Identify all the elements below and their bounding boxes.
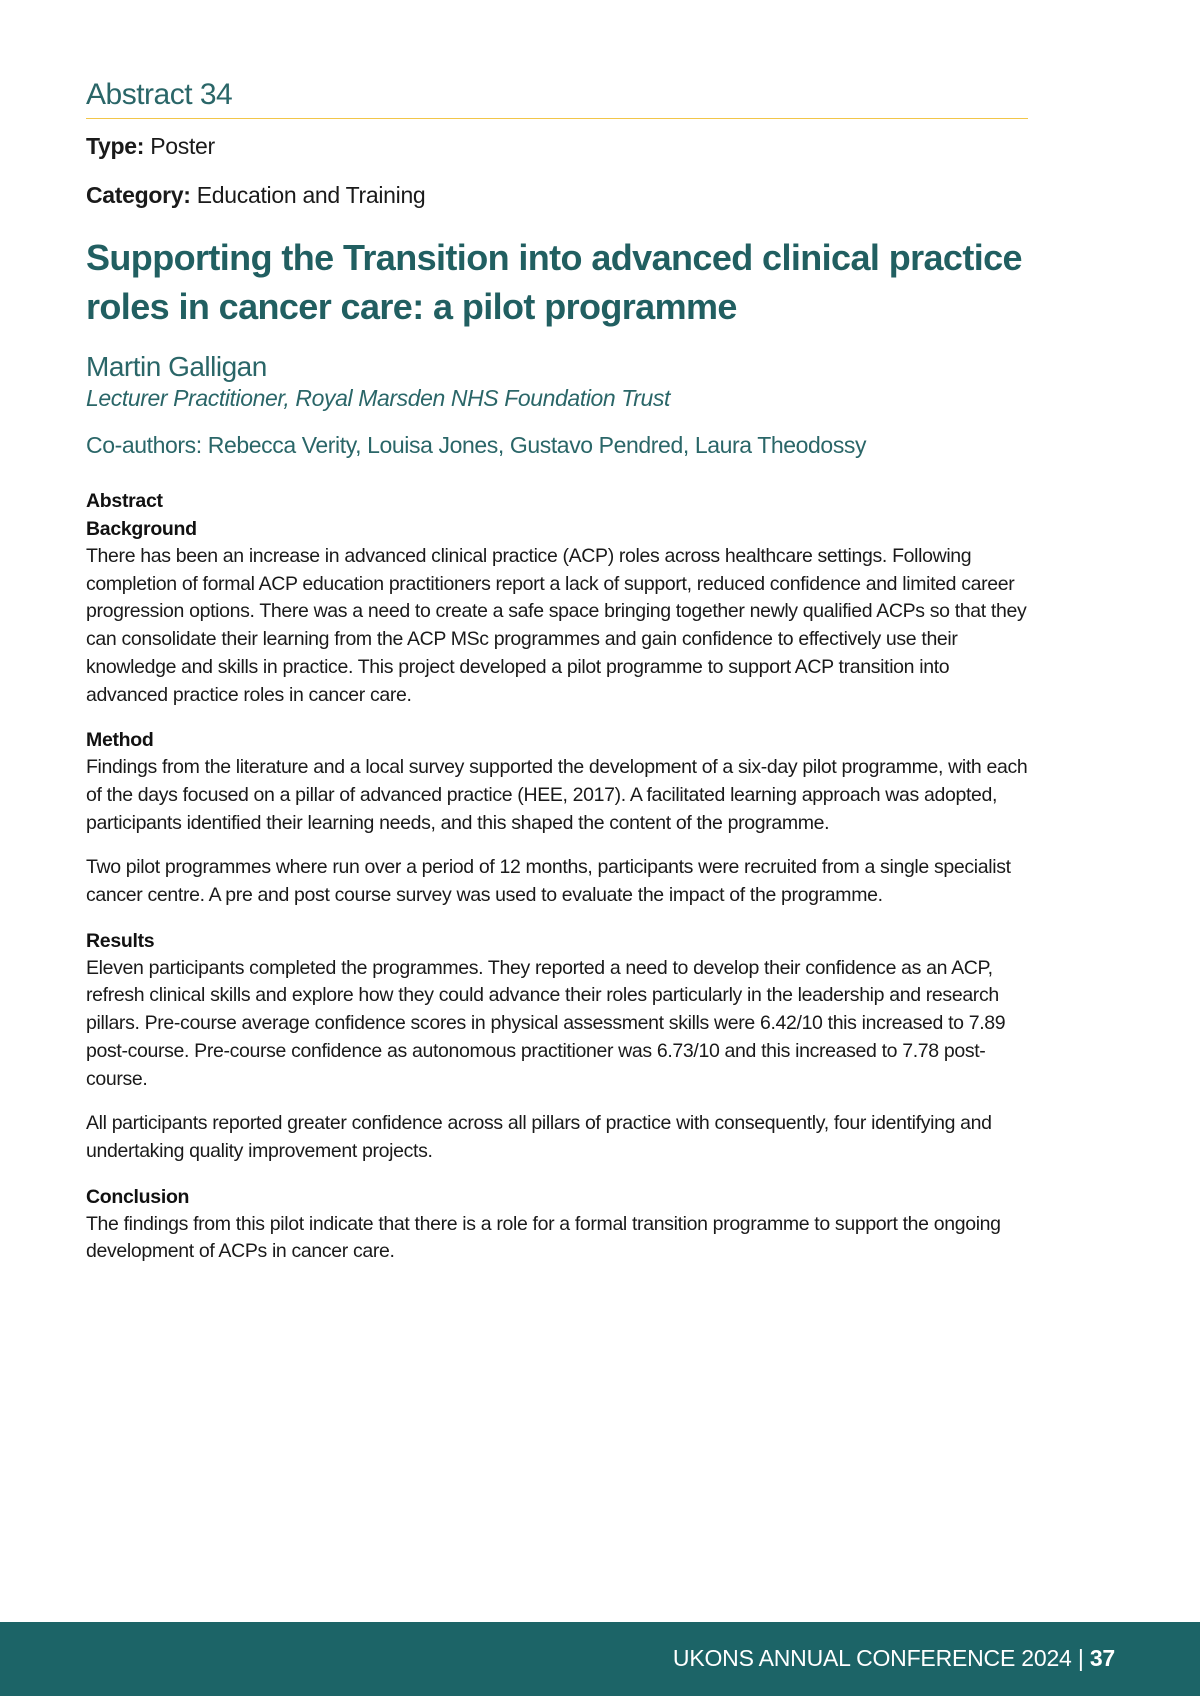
results-paragraph: All participants reported greater confidence across all pillars of practice with consequently, four identifying and undertaking quality improvement projects. (86, 1112, 992, 1162)
results-paragraph: Eleven participants completed the programmes. They reported a need to develop their confidence as an ACP, refresh clinical skills and explore how they could advance their roles particularly in the leadership and research pillars. Pre-course average confidence scores in physical assessment skills were 6.42/10 this increased to 7.89 post-course. Pre-course confidence as autonomous practitioner was 6.73/10 and this increased to 7.78 post-course. (86, 956, 1006, 1090)
category-line (86, 182, 1028, 209)
page-footer (0, 1622, 1200, 1696)
method-paragraph: Two pilot programmes where run over a period of 12 months, participants were recruited from a single specialist cancer centre. A pre and post course survey was used to evaluate the impact of the programme. (86, 856, 1011, 907)
author-name: Martin Galligan (86, 351, 267, 382)
method-heading: Method (86, 729, 154, 752)
footer-conference: UKONS ANNUAL CONFERENCE 2024 (672, 1645, 1072, 1671)
author-role: Lecturer Practitioner, Royal Marsden NHS Foundation Trust (86, 385, 670, 411)
page-number: 37 (1089, 1645, 1115, 1671)
background-paragraph: There has been an increase in advanced clinical practice (ACP) roles across healthcare settings. Following completion of formal ACP education practitioners report a lack of support, reduced confidence and limited career progression options. There was a need to create a safe space bringing together newly qualified ACPs so that they can consolidate their learning from the ACP MSc programmes and gain confidence to effectively use their knowledge and skills in practice. This project developed a pilot programme to support ACP transition into advanced practice roles in cancer care. (86, 545, 1027, 706)
footer-text (673, 1645, 1115, 1672)
coauthors: Co-authors: Rebecca Verity, Louisa Jones, Gustavo Pendred, Laura Theodossy (86, 432, 867, 458)
type-line (86, 133, 1028, 160)
type-value: Poster (150, 133, 215, 159)
abstract-page (86, 78, 1028, 1266)
results-heading: Results (86, 929, 155, 952)
footer-separator: | (1071, 1645, 1090, 1671)
conclusion-heading: Conclusion (86, 1185, 190, 1208)
abstract-heading: Abstract (86, 490, 163, 512)
background-heading: Background (86, 518, 197, 540)
abstract-number: Abstract 34 (86, 78, 1028, 119)
category-value: Education and Training (196, 182, 426, 208)
method-paragraph: Findings from the literature and a local survey supported the development of a six-day pilot programme, with each of the days focused on a pillar of advanced practice (HEE, 2017). A facilitated learning approach was adopted, participants identified their learning needs, and this shaped the content of the programme. (86, 756, 1028, 834)
abstract-title: Supporting the Transition into advanced clinical practice roles in cancer care: a pilot programme (86, 237, 1022, 327)
conclusion-paragraph: The findings from this pilot indicate that there is a role for a formal transition programme to support the ongoing development of ACPs in cancer care. (86, 1212, 1001, 1263)
type-label: Type: (86, 133, 145, 159)
category-label: Category: (86, 182, 191, 208)
